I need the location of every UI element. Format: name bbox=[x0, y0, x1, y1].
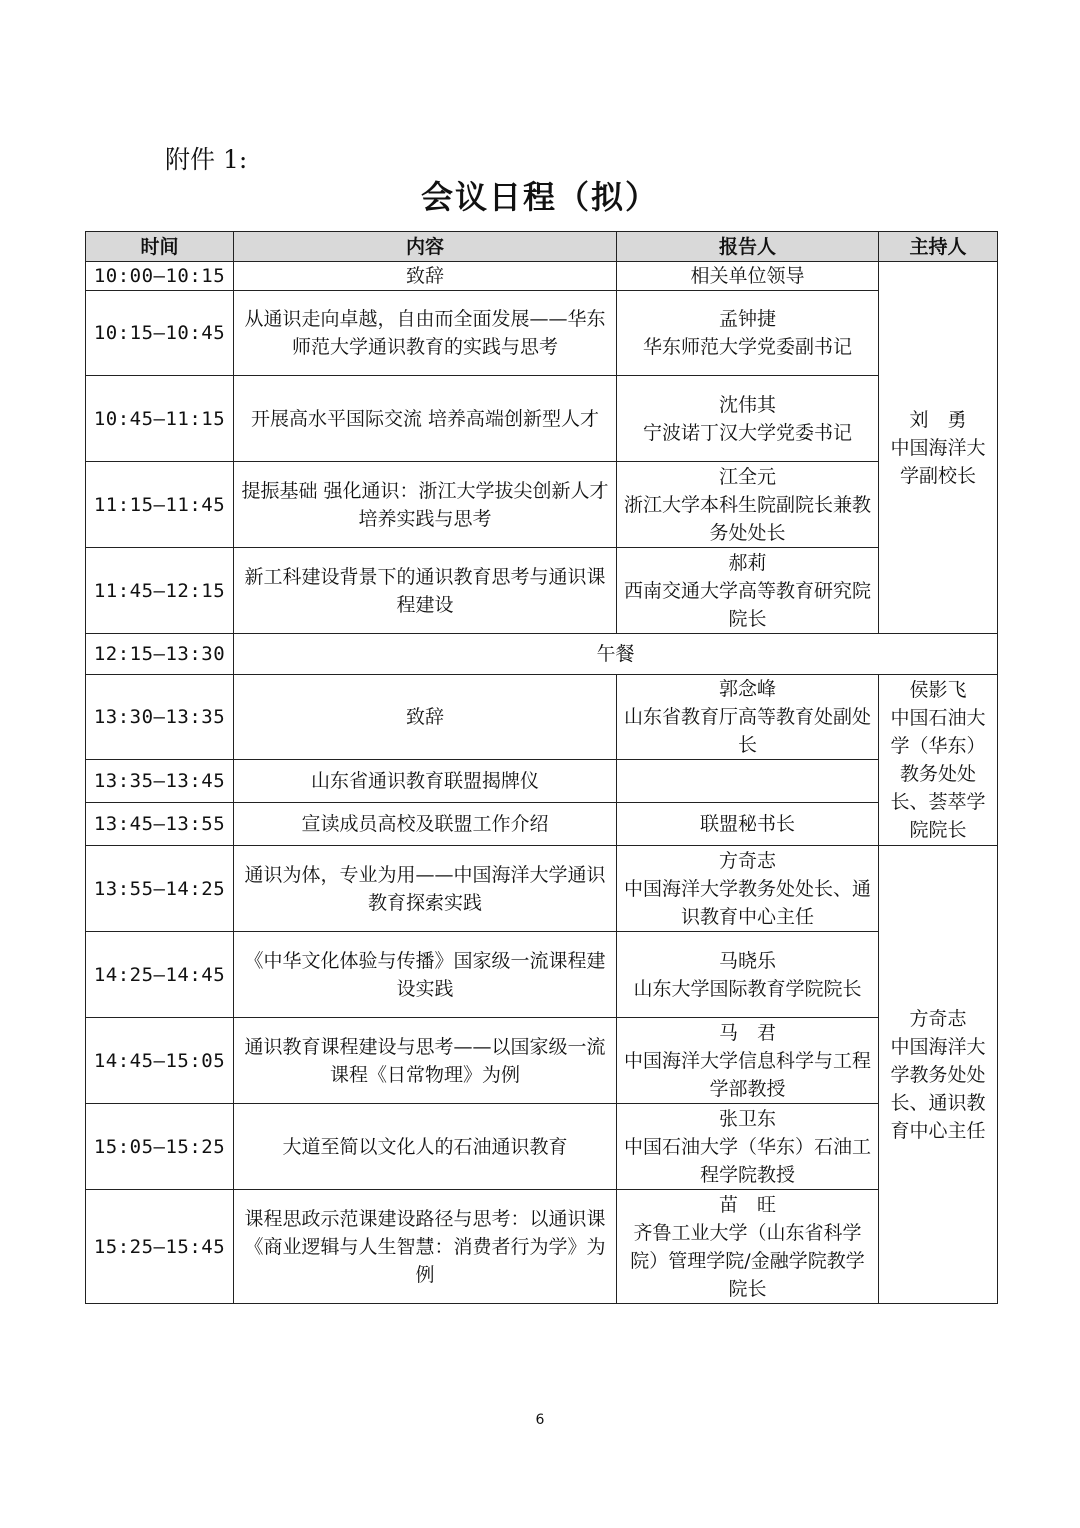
content-cell: 课程思政示范课建设路径与思考：以通识课《商业逻辑与人生智慧：消费者行为学》为例 bbox=[234, 1190, 617, 1304]
content-cell: 致辞 bbox=[234, 262, 617, 291]
table-row bbox=[86, 376, 998, 462]
speaker-cell: 孟钟捷 华东师范大学党委副书记 bbox=[617, 291, 879, 376]
header-content: 内容 bbox=[234, 232, 617, 262]
table-row bbox=[86, 262, 998, 291]
content-cell: 《中华文化体验与传播》国家级一流课程建设实践 bbox=[234, 932, 617, 1018]
time-cell: 15:25–15:45 bbox=[86, 1190, 234, 1304]
content-cell: 致辞 bbox=[234, 675, 617, 760]
speaker-cell: 张卫东 中国石油大学（华东）石油工程学院教授 bbox=[617, 1104, 879, 1190]
content-cell: 开展高水平国际交流 培养高端创新型人才 bbox=[234, 376, 617, 462]
schedule-table bbox=[85, 231, 998, 1304]
host-cell: 刘 勇 中国海洋大学副校长 bbox=[879, 262, 998, 634]
lunch-cell: 午餐 bbox=[234, 634, 998, 675]
content-cell: 山东省通识教育联盟揭牌仪 bbox=[234, 760, 617, 803]
header-host: 主持人 bbox=[879, 232, 998, 262]
speaker-cell: 苗 旺 齐鲁工业大学（山东省科学院）管理学院/金融学院教学院长 bbox=[617, 1190, 879, 1304]
time-cell: 10:45–11:15 bbox=[86, 376, 234, 462]
content-cell: 通识为体，专业为用——中国海洋大学通识教育探索实践 bbox=[234, 846, 617, 932]
time-cell: 13:55–14:25 bbox=[86, 846, 234, 932]
speaker-cell: 郝莉 西南交通大学高等教育研究院院长 bbox=[617, 548, 879, 634]
table-row bbox=[86, 1104, 998, 1190]
document-title: 会议日程（拟） bbox=[420, 178, 659, 216]
speaker-cell: 沈伟其 宁波诺丁汉大学党委书记 bbox=[617, 376, 879, 462]
speaker-cell: 江全元 浙江大学本科生院副院长兼教务处处长 bbox=[617, 462, 879, 548]
time-cell: 15:05–15:25 bbox=[86, 1104, 234, 1190]
host-cell: 方奇志 中国海洋大学教务处处长、通识教育中心主任 bbox=[879, 846, 998, 1304]
speaker-cell: 相关单位领导 bbox=[617, 262, 879, 291]
time-cell: 10:15–10:45 bbox=[86, 291, 234, 376]
time-cell: 13:35–13:45 bbox=[86, 760, 234, 803]
time-cell: 13:30–13:35 bbox=[86, 675, 234, 760]
header-time: 时间 bbox=[86, 232, 234, 262]
page-number: 6 bbox=[535, 1412, 545, 1428]
table-row bbox=[86, 760, 998, 803]
header-speaker: 报告人 bbox=[617, 232, 879, 262]
time-cell: 10:00–10:15 bbox=[86, 262, 234, 291]
table-row bbox=[86, 462, 998, 548]
speaker-cell: 联盟秘书长 bbox=[617, 803, 879, 846]
content-cell: 宣读成员高校及联盟工作介绍 bbox=[234, 803, 617, 846]
attachment-label: 附件 1: bbox=[165, 145, 248, 174]
content-cell: 通识教育课程建设与思考——以国家级一流课程《日常物理》为例 bbox=[234, 1018, 617, 1104]
speaker-cell: 马 君 中国海洋大学信息科学与工程学部教授 bbox=[617, 1018, 879, 1104]
speaker-cell bbox=[617, 760, 879, 803]
time-cell: 11:45–12:15 bbox=[86, 548, 234, 634]
table-row bbox=[86, 675, 998, 760]
time-cell: 14:25–14:45 bbox=[86, 932, 234, 1018]
table-row bbox=[86, 846, 998, 932]
time-cell: 14:45–15:05 bbox=[86, 1018, 234, 1104]
table-row bbox=[86, 1018, 998, 1104]
header-row bbox=[86, 232, 998, 262]
content-cell: 新工科建设背景下的通识教育思考与通识课程建设 bbox=[234, 548, 617, 634]
table-row bbox=[86, 548, 998, 634]
table-row bbox=[86, 1190, 998, 1304]
content-cell: 从通识走向卓越，自由而全面发展——华东师范大学通识教育的实践与思考 bbox=[234, 291, 617, 376]
time-cell: 11:15–11:45 bbox=[86, 462, 234, 548]
time-cell: 12:15–13:30 bbox=[86, 634, 234, 675]
time-cell: 13:45–13:55 bbox=[86, 803, 234, 846]
content-cell: 提振基础 强化通识：浙江大学拔尖创新人才培养实践与思考 bbox=[234, 462, 617, 548]
table-row bbox=[86, 803, 998, 846]
table-row bbox=[86, 932, 998, 1018]
speaker-cell: 方奇志 中国海洋大学教务处处长、通识教育中心主任 bbox=[617, 846, 879, 932]
speaker-cell: 郭念峰 山东省教育厅高等教育处副处长 bbox=[617, 675, 879, 760]
table-row bbox=[86, 634, 998, 675]
speaker-cell: 马晓乐 山东大学国际教育学院院长 bbox=[617, 932, 879, 1018]
table-row bbox=[86, 291, 998, 376]
content-cell: 大道至简以文化人的石油通识教育 bbox=[234, 1104, 617, 1190]
host-cell: 侯影飞 中国石油大学（华东）教务处处长、荟萃学院院长 bbox=[879, 675, 998, 846]
